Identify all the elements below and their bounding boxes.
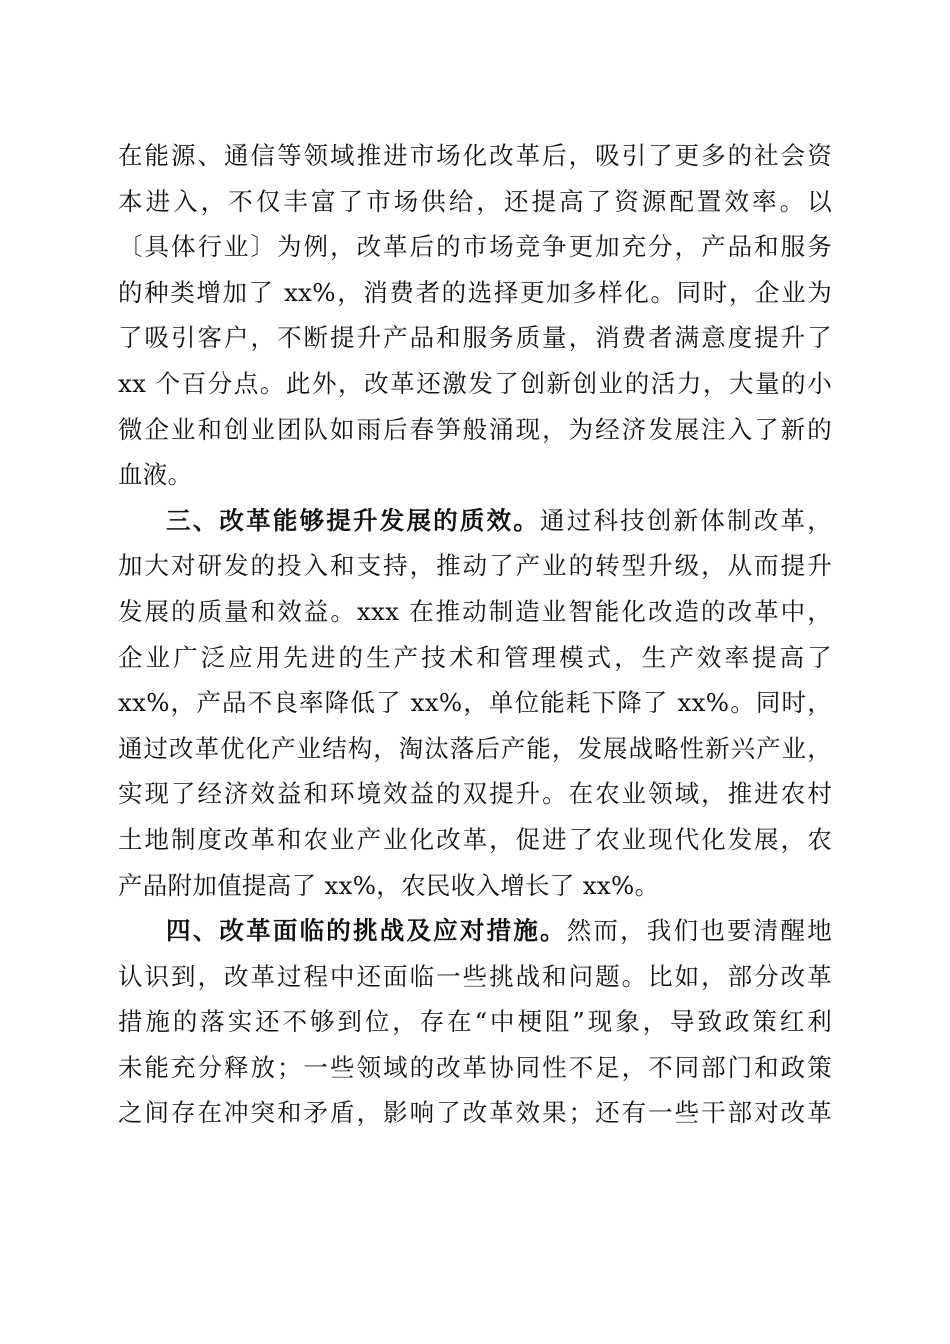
- paragraph-challenges: [118, 908, 832, 1136]
- text-line: 了吸引客户，不断提升产品和服务质量，消费者满意度提升了: [118, 323, 832, 353]
- section-heading: 四、改革面临的挑战及应对措施。: [166, 916, 567, 946]
- text-line: 认识到，改革过程中还面临一些挑战和问题。比如，部分改革: [118, 961, 832, 991]
- text-line: xx%，产品不良率降低了 xx%，单位能耗下降了 xx%。同时，: [118, 688, 832, 718]
- text-line: 措施的落实还不够到位，存在“中梗阻”现象，导致政策红利: [118, 1007, 832, 1037]
- text-line: 在能源、通信等领域推进市场化改革后，吸引了更多的社会资: [118, 141, 832, 170]
- section-heading: 三、改革能够提升发展的质效。: [166, 505, 541, 535]
- text-line: 产品附加值提高了 xx%，农民收入增长了 xx%。: [118, 870, 660, 900]
- text-run: 然而，我们也要清醒地: [566, 916, 832, 946]
- text-line: 的种类增加了 xx%，消费者的选择更加多样化。同时，企业为: [118, 277, 832, 307]
- text-line: 之间存在冲突和矛盾，影响了改革效果；还有一些干部对改革: [118, 1098, 832, 1128]
- text-line: 通过改革优化产业结构，淘汰落后产能，发展战略性新兴产业，: [118, 733, 832, 763]
- text-line: 加大对研发的投入和支持，推动了产业的转型升级，从而提升: [118, 551, 832, 581]
- text-line: 发展的质量和效益。xxx 在推动制造业智能化改造的改革中，: [118, 596, 832, 626]
- text-line: 企业广泛应用先进的生产技术和管理模式，生产效率提高了: [118, 642, 832, 672]
- text-line: 血液。: [118, 460, 193, 490]
- text-line: 实现了经济效益和环境效益的双提升。在农业领域，推进农村: [118, 779, 832, 809]
- paragraph-market-reform: [118, 133, 832, 498]
- text-line: 土地制度改革和农业产业化改革，促进了农业现代化发展，农: [118, 824, 832, 854]
- document-page: [118, 133, 832, 1136]
- text-line: 本进入，不仅丰富了市场供给，还提高了资源配置效率。以: [118, 186, 832, 216]
- text-line: 未能充分释放；一些领域的改革协同性不足，不同部门和政策: [118, 1052, 832, 1082]
- paragraph-first-line: [118, 498, 832, 544]
- paragraph-development-quality: [118, 498, 832, 908]
- paragraph-first-line: [118, 908, 832, 954]
- text-run: 通过科技创新体制改革，: [540, 505, 832, 535]
- text-line: 〔具体行业〕为例，改革后的市场竞争更加充分，产品和服务: [118, 232, 832, 262]
- text-line: xx 个百分点。此外，改革还激发了创新创业的活力，大量的小: [118, 368, 832, 398]
- text-line: 微企业和创业团队如雨后春笋般涌现，为经济发展注入了新的: [118, 414, 832, 444]
